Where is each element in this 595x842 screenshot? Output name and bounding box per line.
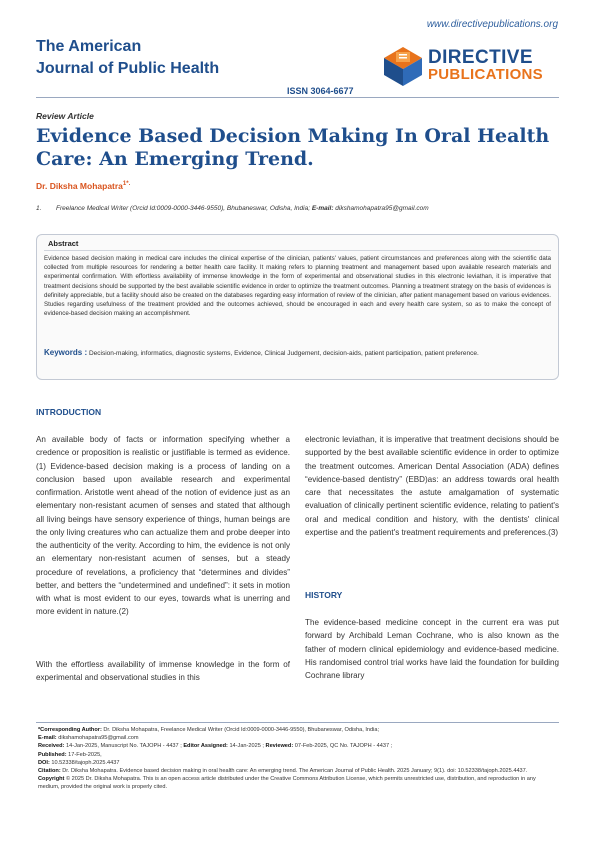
footer-reviewed-label: Reviewed: [265,743,294,750]
footer-email-text[interactable]: dikshamohapatra95@gmail.com [58,735,139,742]
footer-editor-label: Editor Assigned: [183,743,228,750]
footer-corresponding [38,726,558,734]
brand-name-directive: DIRECTIVE [428,47,533,68]
journal-name-line2: Journal of Public Health [36,60,220,77]
footer-citation-text: Dr. Diksha Mohapatra. Evidence based decision making in oral health care: An emerging trend. The American Journal of Public Health. 2025 January; 9(1). doi: 10.52338/tajoph.2025.4437. [62,768,528,775]
footer-doi-text[interactable]: 10.52338/tajoph.2025.4437 [51,759,120,766]
author-name-text: Dr. Diksha Mohapatra [36,181,123,191]
footer-received-label: Received: [38,743,65,750]
affiliation-text: Freelance Medical Writer (Orcid Id:0009-0000-3446-9550), Bhubaneswar, Odisha, India; [56,205,310,212]
article-type: Review Article [36,111,94,121]
footer-email [38,734,558,742]
footer-citation-label: Citation: [38,768,61,775]
directive-logo-icon [380,44,426,88]
affiliation [36,205,561,212]
footer-dates [38,742,558,750]
issn: ISSN 3064-6677 [287,86,354,96]
author-mark: 1*. [122,181,131,188]
header-rule [36,97,559,98]
article-title: Evidence Based Decision Making In Oral Health Care: An Emerging Trend. [36,125,550,170]
journal-name [36,36,219,80]
footer-notes [38,726,558,792]
footer-copyright-label: Copyright [38,776,65,783]
affiliation-email[interactable]: dikshamohapatra95@gmail.com [335,205,429,212]
abstract-divider [44,250,551,251]
journal-name-line1: The American [36,38,142,55]
footer-reviewed-text: 07-Feb-2025, QC No. TAJOPH - 4437 ; [294,743,393,750]
affiliation-email-label: E-mail: [311,205,334,212]
history-heading: HISTORY [305,590,343,600]
footer-email-label: E-mail: [38,735,57,742]
history-paragraph-1: The evidence-based medicine concept in the current era was put forward by Archibald Leman Cochrane, who is also known as the father of modern clinical epidemiology and evidence-based medicine. His randomised control trial works have laid the foundation for building Cochrane library [305,618,559,680]
introduction-heading: INTRODUCTION [36,407,102,417]
site-url[interactable]: www.directivepublications.org [426,19,558,30]
abstract-heading: Abstract [48,239,79,248]
footer-doi-label: DOI: [38,759,50,766]
footer-citation [38,767,558,775]
author-name [36,181,130,191]
affiliation-number: 1. [36,205,42,212]
introduction-paragraph-1: An available body of facts or information specifying whether a credence or proposition is realistic or justifiable is termed as evidence.(1) Evidence-based decision making is a process of landing on a conclusion based upon available research and experimental confirmation. Aristotle went ahead of the notion of evidence just as an elementary non-resistant acumen of senses and stated that although all living beings have sensory experience of things, human beings are the only living creatures who can actualize them and probe deeper into the authenticity of the verity. According to him, the evidence is not only an elementary non-resistant acumen of senses, but a steady procedure of revelations, a proficiency that “determines and divides” better, and betters the “undetermined and undefined”: it sets in motion with what is most evident to our eyes, towards what is unerring and more evident in nature.(2) [36,435,290,617]
footer-published-text: 17-Feb-2025, [68,751,102,758]
keywords-label: Keywords : [44,348,88,357]
introduction-paragraph-2: With the effortless availability of immense knowledge in the form of experimental and observational studies in this [36,660,290,683]
footer-copyright [38,775,558,791]
abstract-text: Evidence based decision making in medical care includes the clinical expertise of the clinician, patients' values, patient circumstances and preferences along with the scientific data collected from multiple resources for rendering a better health care facility. It making refers to planning treatment and management based upon available research materials and experimental confirmation. With effortless availability of immense knowledge in the form of experimental and observational studies in this electronic leviathan, it is imperative that treatment decisions should be supported by the best available scientific evidence in order to optimize the treatment outcomes. Planning a treatment strategy on the basis of evidences is definitely appreciable, but a facility should also be created on the databases regarding easy information of review of the clinician, after patient management based on various evidences. Studies regarding usefulness of the treatment provided and the outcomes achieved, should be encouraged in each and every health care system, so as to make the concept of evidence-based decision making an accomplishment. [44,255,551,318]
footer-copyright-text: © 2025 Dr. Diksha Mohapatra. This is an open access article distributed under the Creative Commons Attribution License, which permits unrestricted use, distribution, and reproduction in any medium, provided the original work is properly cited. [38,776,536,791]
footer-corr-text: Dr. Diksha Mohapatra, Freelance Medical Writer (Orcid Id:0009-0000-3446-9550), Bhubaneswar, Odisha, India; [103,727,380,733]
column2-paragraph-1: electronic leviathan, it is imperative that treatment decisions should be supported by the best available scientific evidence in order to optimize the treatment outcomes. American Dental Association (ADA) defines “evidence-based dentistry” (EBD)as: an address towards oral health care that necessitates the astute amalgamation of systematic evaluation of clinically pertinent scientific evidence, relating to patient's oral and medical condition and history, with the dentists' clinical expertise and the patient's treatment requirements and preferences.(3) [305,435,559,537]
footer-published-label: Published: [38,751,67,758]
footer-received-text: 14-Jan-2025, Manuscript No. TAJOPH - 4437 ; [66,743,182,750]
footer-doi [38,759,558,767]
footer-corr-label: *Corresponding Author: [38,727,102,733]
footer-editor-text: 14-Jan-2025 ; [229,743,264,750]
keywords-text: Decision-making, informatics, diagnostic systems, Evidence, Clinical Judgement, decision-aids, patient participation, patient preference. [88,350,479,357]
keywords [44,348,551,358]
footer-published [38,751,558,759]
brand-name-publications: PUBLICATIONS [428,66,543,83]
